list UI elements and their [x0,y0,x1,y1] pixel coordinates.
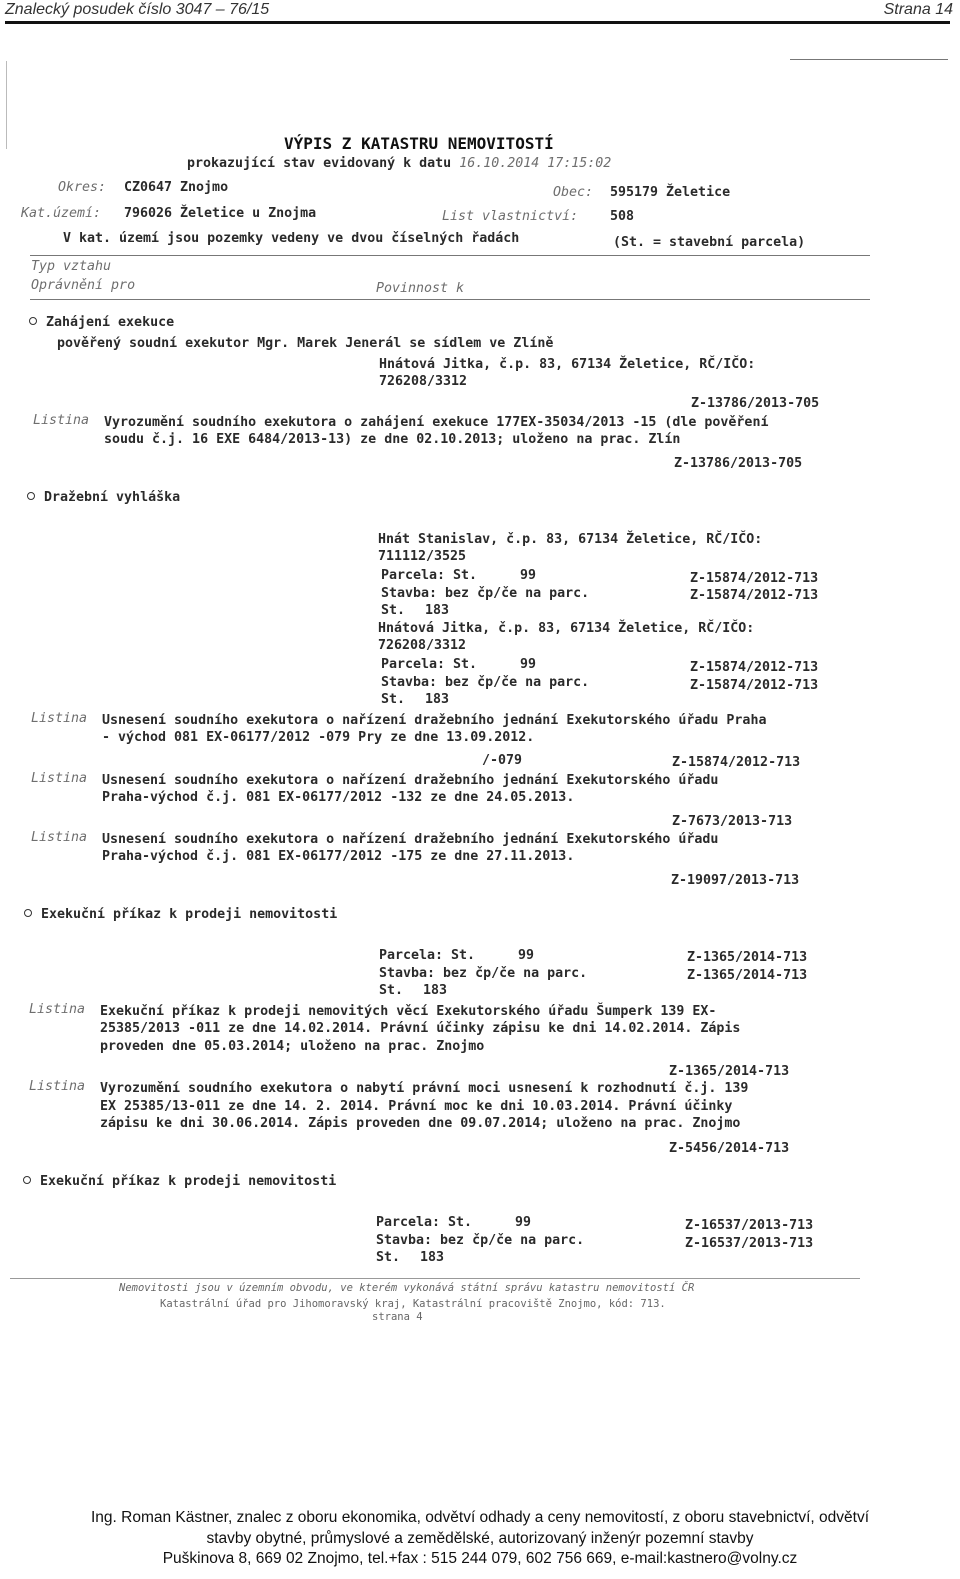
parcela-number: 99 [520,657,537,672]
footer-line: stavby obytné, průmyslové a zemědělské, autorizovaný inženýr pozemní stavby [206,1529,754,1547]
ref-number: Z-1365/2014-713 [687,950,808,965]
bullet-icon [29,317,37,325]
page-footer [0,1508,960,1570]
st-number: 183 [425,692,450,707]
extract-title: VÝPIS Z KATASTRU NEMOVITOSTÍ [284,134,554,153]
extract-date: 16.10.2014 17:15:02 [459,156,612,171]
parcela-label: Parcela: St. [379,948,476,963]
bullet-icon [23,1176,31,1184]
owner-rc: 726208/3312 [378,638,467,653]
footer-line: Puškinova 8, 669 02 Znojmo, tel.+fax : 515 244 079, 602 756 669, e-mail:kastnero@volny.cz [162,1550,798,1567]
scan-page-number: strana 4 [372,1311,423,1323]
listina-text: Usnesení soudního exekutora o nařízení dražebního jednání Exekutorského úřadu Praha [102,713,767,728]
lv-value: 508 [610,209,635,224]
report-number: Znalecký posudek číslo 3047 – 76/15 [5,1,270,18]
typ-vztahu-label: Typ vztahu [31,259,112,274]
katuzemi-label: Kat.území: [21,206,102,221]
page-header [5,1,955,21]
ref-number: Z-1365/2014-713 [669,1064,790,1079]
listina-label: Listina [31,771,88,786]
parcela-number: 99 [515,1215,532,1230]
st-number: 183 [425,603,450,618]
page-number: Strana 14 [883,1,953,18]
exekutor-line: pověřený soudní exekutor Mgr. Marek Jenerál se sídlem ve Zlíně [57,336,554,351]
rady-note: (St. = stavební parcela) [613,235,806,250]
listina-label: Listina [31,711,88,726]
listina-text: Praha-východ č.j. 081 EX-06177/2012 -175 ze dne 27.11.2013. [102,849,575,864]
listina-label: Listina [31,830,88,845]
parcela-label: Parcela: St. [381,657,478,672]
listina-text: 25385/2013 -011 ze dne 14.02.2014. Právní účinky zápisu ke dni 14.02.2014. Zápis [100,1021,741,1036]
rule-1 [30,255,870,256]
rule-bottom [10,1278,860,1279]
ref-number: Z-16537/2013-713 [685,1218,814,1233]
listina-text: soudu č.j. 16 EXE 6484/2013-13) ze dne 02.10.2013; uloženo na prac. Zlín [104,432,681,447]
parcela-number: 99 [520,568,537,583]
obec-value: 595179 Želetice [610,185,731,200]
listina-text: Praha-východ č.j. 081 EX-06177/2012 -132 ze dne 24.05.2013. [102,790,575,805]
st-label: St. [381,692,406,707]
listina-text: zápisu ke dni 30.06.2014. Zápis proveden dne 09.07.2014; uloženo na prac. Znojmo [100,1116,741,1131]
listina-text: - východ 081 EX-06177/2012 -079 Pry ze dne 13.09.2012. [102,730,535,745]
footer-line: Ing. Roman Kästner, znalec z oboru ekonomika, odvětví odhady a ceny nemovitostí, z oboru stavebnictví, odvětví [90,1509,869,1526]
opravneni-label: Oprávnění pro [31,278,136,293]
parcela-label: Parcela: St. [376,1215,473,1230]
ref-number: Z-16537/2013-713 [685,1236,814,1251]
section-zahajeni-heading: Zahájení exekuce [29,316,174,329]
rule-2 [30,299,870,300]
ref-number: Z-15874/2012-713 [672,755,801,770]
ref-number: Z-5456/2014-713 [669,1141,790,1156]
listina-text: /-079 [482,753,523,768]
scanned-cadastre-extract [0,24,960,1324]
stavba-label: Stavba: bez čp/če na parc. [381,675,590,690]
ref-number: Z-15874/2012-713 [690,571,819,586]
povinnost-label: Povinnost k [376,281,465,296]
listina-label: Listina [29,1079,86,1094]
ref-number: Z-1365/2014-713 [687,968,808,983]
stavba-label: Stavba: bez čp/če na parc. [376,1233,585,1248]
st-label: St. [376,1250,401,1265]
owner-line: Hnát Stanislav, č.p. 83, 67134 Želetice, RČ/IČO: [378,532,763,547]
lv-label: List vlastnictví: [442,209,579,224]
scan-footer-line: Nemovitosti jsou v územním obvodu, ve kterém vykonává státní správu katastru nemovitostí ČR [119,1282,695,1294]
listina-text: Exekuční příkaz k prodeji nemovitých věcí Exekutorského úřadu Šumperk 139 EX- [100,1004,717,1019]
obec-label: Obec: [553,185,594,200]
listina-text: Vyrozumění soudního exekutora o zahájení exekuce 177EX-35034/2013 -15 (dle pověření [104,415,769,430]
section-exekucni-prikaz-heading: Exekuční příkaz k prodeji nemovitosti [24,908,337,921]
listina-label: Listina [29,1002,86,1017]
stavba-label: Stavba: bez čp/če na parc. [379,966,588,981]
ref-number: Z-15874/2012-713 [690,588,819,603]
parcela-label: Parcela: St. [381,568,478,583]
listina-text: Usnesení soudního exekutora o nařízení dražebního jednání Exekutorského úřadu [102,832,719,847]
st-number: 183 [423,983,448,998]
katuzemi-value: 796026 Želetice u Znojma [124,206,317,221]
rady-line: V kat. území jsou pozemky vedeny ve dvou číselných řadách [63,231,520,246]
okres-value: CZ0647 Znojmo [124,180,229,195]
listina-text: Usnesení soudního exekutora o nařízení dražebního jednání Exekutorského úřadu [102,773,719,788]
listina-label: Listina [33,413,90,428]
parcela-number: 99 [518,948,535,963]
scan-edge-line [6,61,7,149]
scan-footer-line: Katastrální úřad pro Jihomoravský kraj, Katastrální pracoviště Znojmo, kód: 713. [160,1298,666,1310]
ref-number: Z-13786/2013-705 [691,396,820,411]
owner-line: Hnátová Jitka, č.p. 83, 67134 Želetice, RČ/IČO: [379,357,756,372]
ref-number: Z-15874/2012-713 [690,678,819,693]
ref-number: Z-15874/2012-713 [690,660,819,675]
section-drazebni-heading: Dražební vyhláška [27,491,180,504]
okres-label: Okres: [58,180,107,195]
ref-number: Z-13786/2013-705 [674,456,803,471]
owner-line: Hnátová Jitka, č.p. 83, 67134 Želetice, RČ/IČO: [378,621,755,636]
ref-number: Z-19097/2013-713 [671,873,800,888]
bullet-icon [24,909,32,917]
owner-rc: 711112/3525 [378,549,467,564]
stavba-label: Stavba: bez čp/če na parc. [381,586,590,601]
listina-text: proveden dne 05.03.2014; uloženo na prac. Znojmo [100,1039,485,1054]
listina-text: EX 25385/13-011 ze dne 14. 2. 2014. Právní moc ke dni 10.03.2014. Právní účinky [100,1099,733,1114]
owner-rc: 726208/3312 [379,374,468,389]
listina-text: Vyrozumění soudního exekutora o nabytí právní moci usnesení k rozhodnutí č.j. 139 [100,1081,749,1096]
bullet-icon [27,492,35,500]
section-exekucni-prikaz-heading: Exekuční příkaz k prodeji nemovitosti [23,1175,336,1188]
ref-number: Z-7673/2013-713 [672,814,793,829]
scan-top-rule [790,59,948,60]
st-label: St. [379,983,404,998]
st-number: 183 [420,1250,445,1265]
st-label: St. [381,603,406,618]
extract-subtitle: prokazující stav evidovaný k datu 16.10.2014 17:15:02 [187,156,612,171]
